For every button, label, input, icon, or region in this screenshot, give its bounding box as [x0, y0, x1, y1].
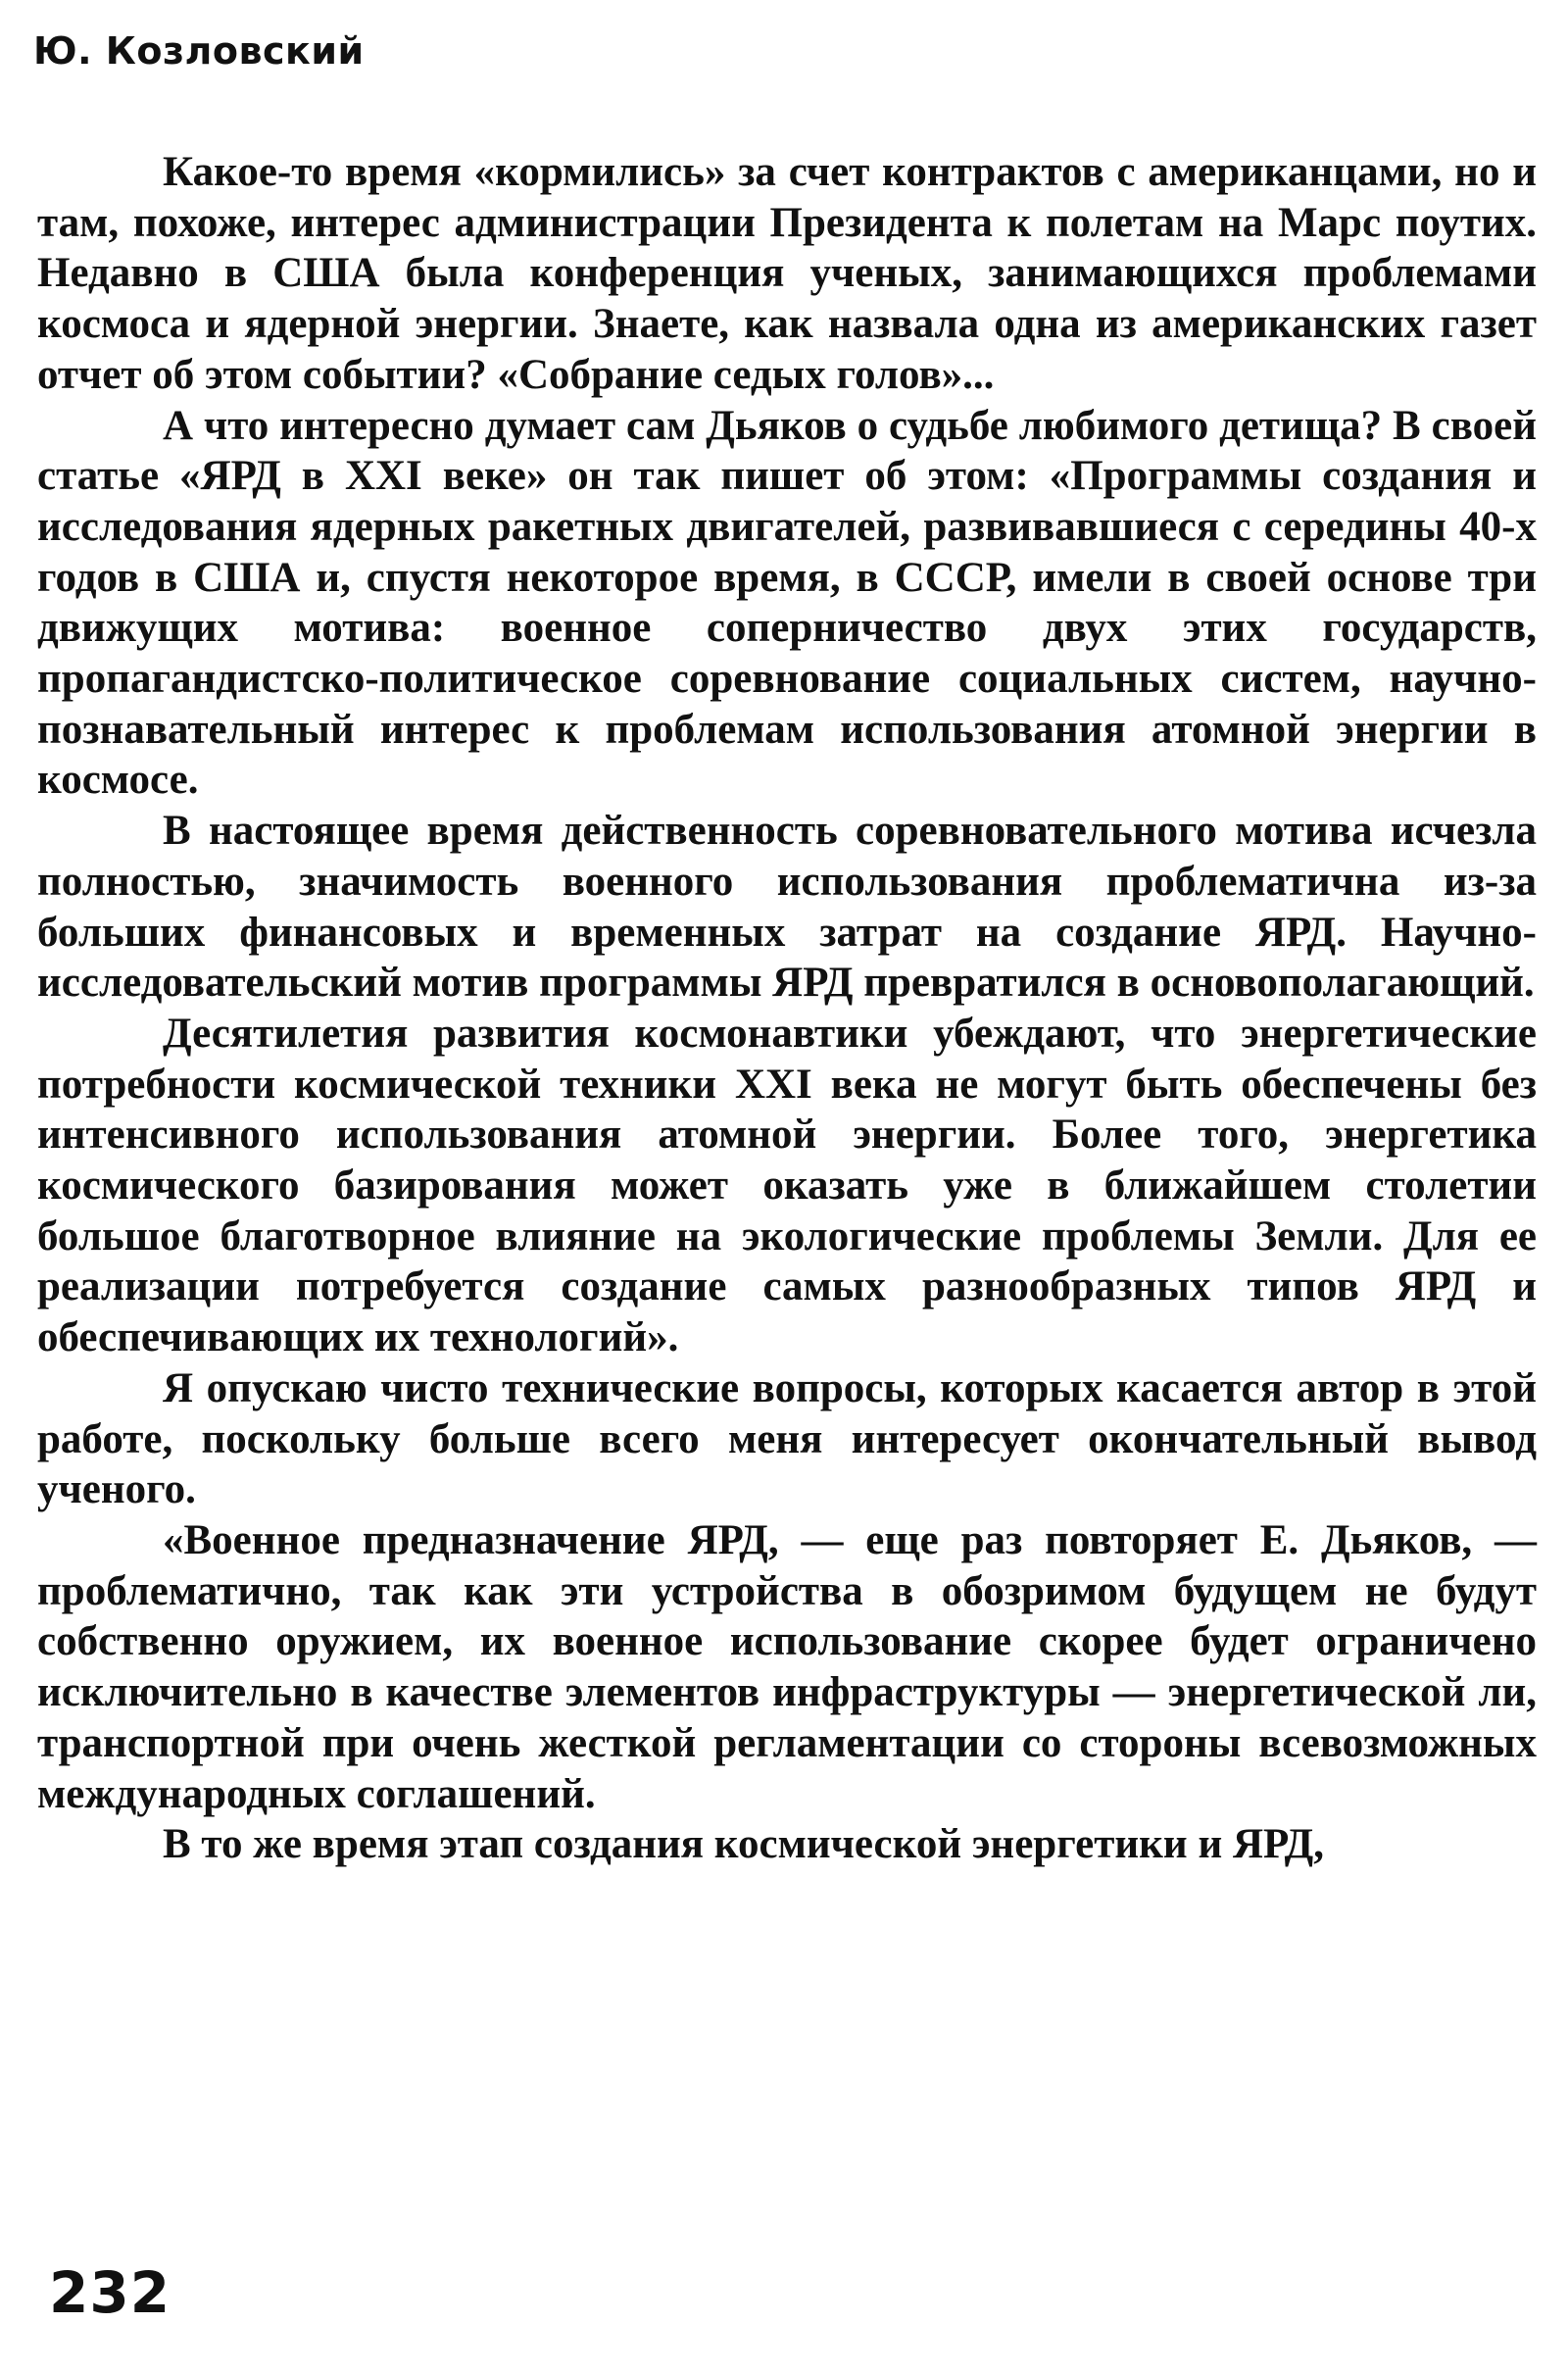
paragraph: Я опускаю чисто технические вопросы, которых касается автор в этой работе, поскольку больше всего меня интересует окончательный вывод ученого. — [37, 1364, 1537, 1513]
paragraph: В то же время этап создания космической энергетики и ЯРД, — [163, 1821, 1325, 1868]
paragraph: «Военное предназначение ЯРД, — еще раз повторяет Е. Дьяков, — проблематично, так как эти устройства в обозримом будущем не будут собственно оружием, их военное использование скорее будет ограничено исключительно в качестве элементов инфраструктуры — энергетической ли, транспортной при очень жесткой регламентации со стороны всевозможных международных соглашений. — [37, 1516, 1537, 1817]
paragraph: Какое-то время «кормились» за счет контрактов с американцами, но и там, похоже, интерес администрации Президента к полетам на Марс поутих. Недавно в США была конференция ученых, занимающихся проблемами космоса и ядерной энергии. Знаете, как назвала одна из американских газет отчет об этом событии? «Собрание седых голов»... — [37, 149, 1537, 398]
paragraph: В настоящее время действенность соревновательного мотива исчезла полностью, значимость военного использования проблематична из-за больших финансовых и временных затрат на создание ЯРД. Научно-исследовательский мотив программы ЯРД превратился в основополагающий. — [37, 808, 1537, 1007]
paragraph: А что интересно думает сам Дьяков о судьбе любимого детища? В своей статье «ЯРД в XXI веке» он так пишет об этом: «Программы создания и исследования ядерных ракетных двигателей, развивавшиеся с середины 40-х годов в США и, спустя некоторое время, в СССР, имели в своей основе три движущих мотива: военное соперничество двух этих государств, пропагандистско-политическое соревнование социальных систем, научно-познавательный интерес к проблемам использования атомной энергии в космосе. — [37, 402, 1537, 804]
running-head: Ю. Козловский — [33, 29, 365, 73]
paragraph: Десятилетия развития космонавтики убеждают, что энергетические потребности космической техники XXI века не могут быть обеспечены без интенсивного использования атомной энергии. Более того, энергетика космического базирования может оказать уже в ближайшем столетии большое благотворное влияние на экологические проблемы Земли. Для ее реализации потребуется создание самых разнообразных типов ЯРД и обеспечивающих их технологий». — [37, 1010, 1537, 1361]
page-number: 232 — [49, 2259, 172, 2326]
body-text — [37, 147, 1537, 1870]
